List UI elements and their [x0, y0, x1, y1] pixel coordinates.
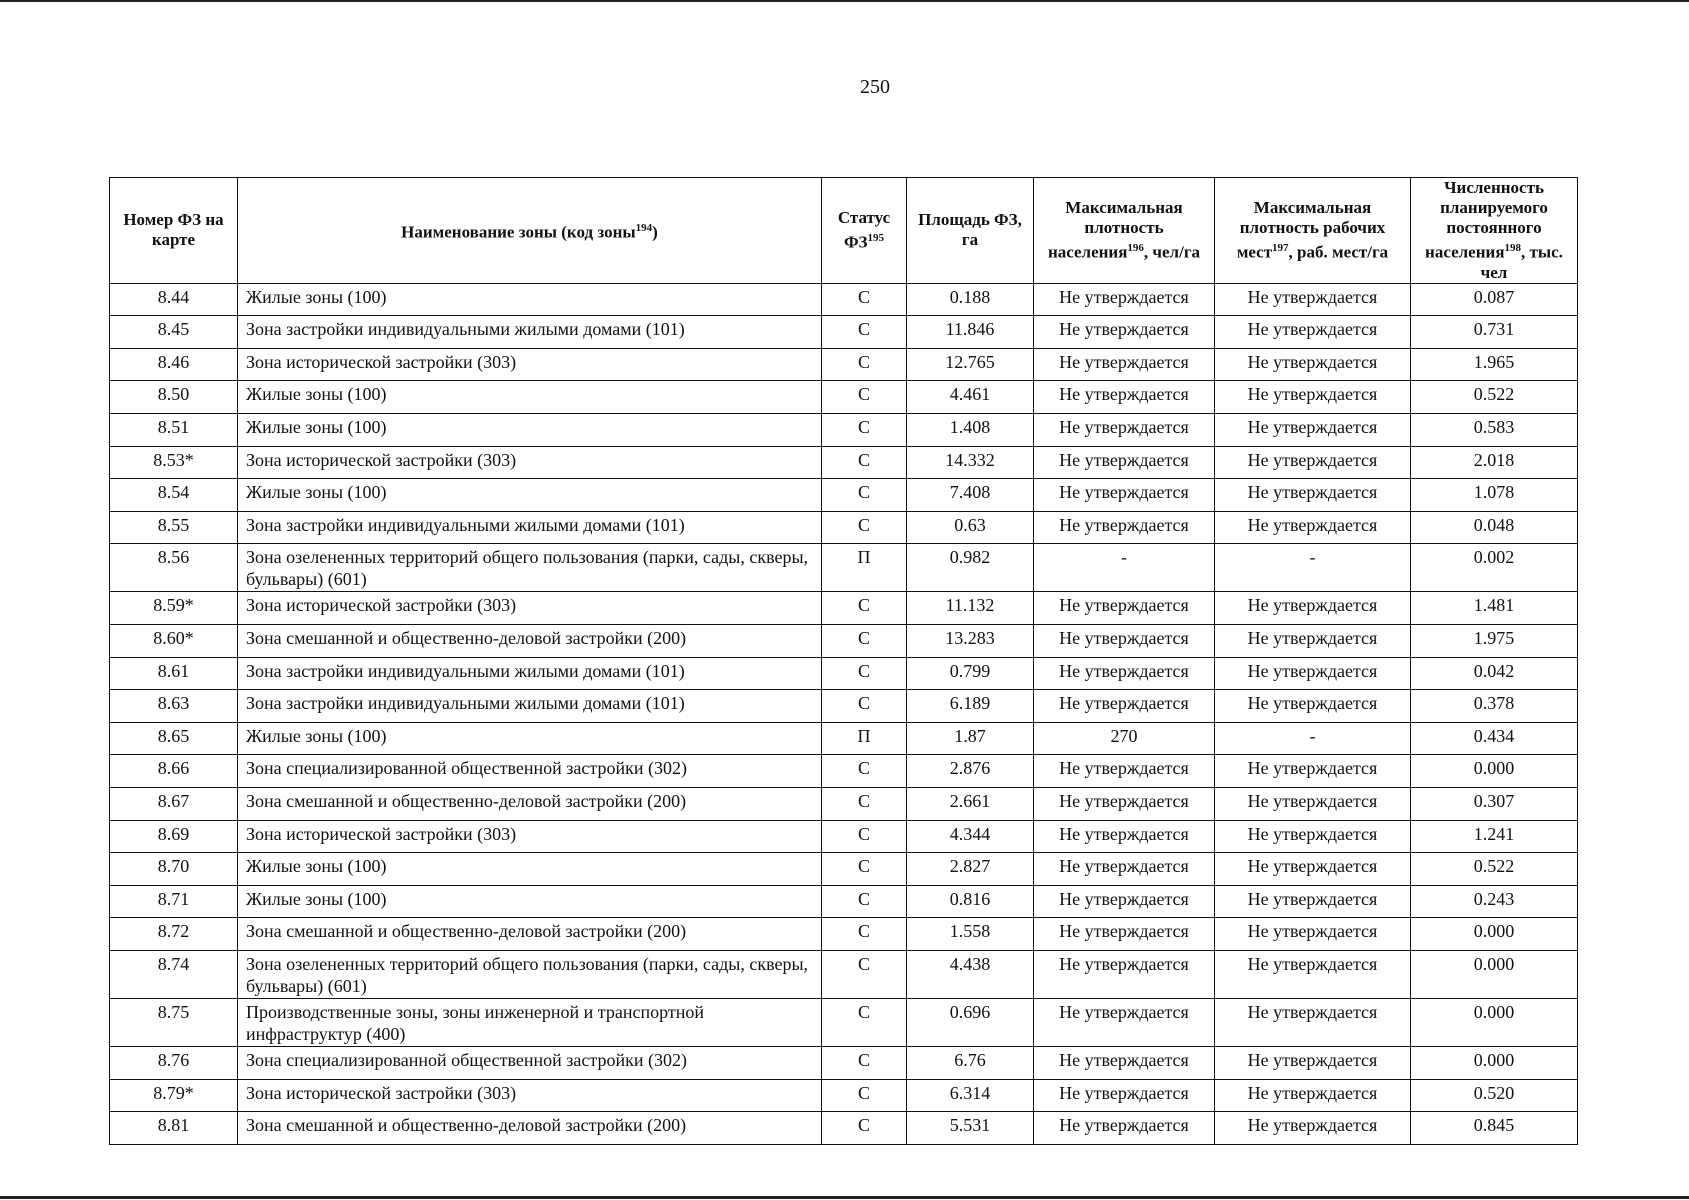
cell-zone-name: Зона застройки индивидуальными жилыми домами (101)	[238, 690, 822, 723]
cell-area: 1.87	[907, 722, 1034, 755]
cell-population-density: Не утверждается	[1034, 918, 1215, 951]
cell-area: 2.876	[907, 755, 1034, 788]
cell-job-density: Не утверждается	[1215, 820, 1411, 853]
cell-population-density: Не утверждается	[1034, 853, 1215, 886]
header-zone-name: Наименование зоны (код зоны$^{194}$)	[238, 178, 822, 284]
table-row	[110, 1079, 1578, 1112]
cell-zone-number: 8.53*	[110, 446, 238, 479]
cell-planned-population: 1.078	[1411, 479, 1578, 512]
cell-population-density: Не утверждается	[1034, 787, 1215, 820]
cell-zone-name: Жилые зоны (100)	[238, 722, 822, 755]
cell-job-density: Не утверждается	[1215, 1046, 1411, 1079]
cell-zone-number: 8.66	[110, 755, 238, 788]
cell-zone-number: 8.76	[110, 1046, 238, 1079]
table-row	[110, 511, 1578, 544]
cell-area: 6.76	[907, 1046, 1034, 1079]
cell-area: 4.461	[907, 381, 1034, 414]
table-row	[110, 950, 1578, 998]
cell-job-density: Не утверждается	[1215, 998, 1411, 1046]
cell-status: С	[822, 657, 907, 690]
cell-area: 13.283	[907, 625, 1034, 658]
cell-zone-name: Зона исторической застройки (303)	[238, 592, 822, 625]
cell-zone-name: Зона смешанной и общественно-деловой застройки (200)	[238, 787, 822, 820]
cell-job-density: Не утверждается	[1215, 657, 1411, 690]
table-row	[110, 918, 1578, 951]
cell-status: П	[822, 722, 907, 755]
cell-planned-population: 0.087	[1411, 283, 1578, 316]
cell-zone-name: Жилые зоны (100)	[238, 885, 822, 918]
cell-planned-population: 0.042	[1411, 657, 1578, 690]
cell-zone-number: 8.46	[110, 348, 238, 381]
cell-zone-name: Зона смешанной и общественно-деловой застройки (200)	[238, 625, 822, 658]
cell-status: С	[822, 755, 907, 788]
cell-planned-population: 0.307	[1411, 787, 1578, 820]
cell-population-density: Не утверждается	[1034, 820, 1215, 853]
cell-status: С	[822, 950, 907, 998]
cell-zone-name: Зона смешанной и общественно-деловой застройки (200)	[238, 918, 822, 951]
cell-area: 4.344	[907, 820, 1034, 853]
cell-job-density: Не утверждается	[1215, 853, 1411, 886]
cell-status: С	[822, 381, 907, 414]
header-planned-population: Численность планируемого постоянного населения$^{198}$, тыс. чел	[1411, 178, 1578, 284]
cell-job-density: Не утверждается	[1215, 1079, 1411, 1112]
table-row	[110, 414, 1578, 447]
cell-status: С	[822, 446, 907, 479]
cell-job-density: Не утверждается	[1215, 592, 1411, 625]
cell-planned-population: 0.048	[1411, 511, 1578, 544]
cell-planned-population: 0.731	[1411, 316, 1578, 349]
cell-job-density: Не утверждается	[1215, 348, 1411, 381]
cell-area: 0.188	[907, 283, 1034, 316]
cell-job-density: -	[1215, 722, 1411, 755]
cell-status: С	[822, 283, 907, 316]
cell-population-density: Не утверждается	[1034, 885, 1215, 918]
cell-population-density: Не утверждается	[1034, 625, 1215, 658]
cell-zone-name: Жилые зоны (100)	[238, 414, 822, 447]
cell-zone-number: 8.54	[110, 479, 238, 512]
cell-planned-population: 1.965	[1411, 348, 1578, 381]
cell-zone-name: Зона исторической застройки (303)	[238, 1079, 822, 1112]
cell-planned-population: 0.243	[1411, 885, 1578, 918]
cell-area: 1.408	[907, 414, 1034, 447]
cell-planned-population: 2.018	[1411, 446, 1578, 479]
cell-status: С	[822, 690, 907, 723]
cell-status: С	[822, 511, 907, 544]
cell-status: С	[822, 918, 907, 951]
cell-zone-name: Жилые зоны (100)	[238, 479, 822, 512]
table-row	[110, 544, 1578, 592]
cell-zone-name: Зона застройки индивидуальными жилыми домами (101)	[238, 316, 822, 349]
cell-zone-name: Зона специализированной общественной застройки (302)	[238, 1046, 822, 1079]
cell-status: С	[822, 479, 907, 512]
cell-area: 6.314	[907, 1079, 1034, 1112]
cell-area: 2.827	[907, 853, 1034, 886]
cell-job-density: Не утверждается	[1215, 414, 1411, 447]
cell-population-density: Не утверждается	[1034, 316, 1215, 349]
cell-zone-name: Зона смешанной и общественно-деловой застройки (200)	[238, 1112, 822, 1145]
cell-zone-number: 8.51	[110, 414, 238, 447]
cell-zone-name: Зона специализированной общественной застройки (302)	[238, 755, 822, 788]
header-area: Площадь ФЗ, га	[907, 178, 1034, 284]
cell-planned-population: 0.000	[1411, 755, 1578, 788]
cell-zone-number: 8.69	[110, 820, 238, 853]
table-row	[110, 820, 1578, 853]
cell-zone-number: 8.71	[110, 885, 238, 918]
cell-population-density: Не утверждается	[1034, 479, 1215, 512]
cell-population-density: Не утверждается	[1034, 592, 1215, 625]
cell-status: С	[822, 592, 907, 625]
cell-population-density: Не утверждается	[1034, 755, 1215, 788]
cell-planned-population: 0.522	[1411, 853, 1578, 886]
cell-zone-number: 8.60*	[110, 625, 238, 658]
cell-area: 4.438	[907, 950, 1034, 998]
cell-status: С	[822, 1046, 907, 1079]
header-population-density: Максимальная плотность населения$^{196}$, чел/га	[1034, 178, 1215, 284]
cell-area: 0.696	[907, 998, 1034, 1046]
cell-population-density: Не утверждается	[1034, 1046, 1215, 1079]
cell-population-density: Не утверждается	[1034, 283, 1215, 316]
cell-planned-population: 0.000	[1411, 998, 1578, 1046]
table-row	[110, 592, 1578, 625]
cell-zone-number: 8.61	[110, 657, 238, 690]
cell-job-density: Не утверждается	[1215, 755, 1411, 788]
cell-job-density: Не утверждается	[1215, 885, 1411, 918]
cell-status: С	[822, 885, 907, 918]
cell-status: С	[822, 787, 907, 820]
cell-area: 0.982	[907, 544, 1034, 592]
cell-status: С	[822, 1112, 907, 1145]
cell-planned-population: 0.000	[1411, 1046, 1578, 1079]
cell-population-density: Не утверждается	[1034, 1112, 1215, 1145]
cell-zone-number: 8.67	[110, 787, 238, 820]
cell-population-density: Не утверждается	[1034, 998, 1215, 1046]
cell-zone-number: 8.81	[110, 1112, 238, 1145]
cell-status: С	[822, 1079, 907, 1112]
cell-zone-name: Зона исторической застройки (303)	[238, 446, 822, 479]
cell-job-density: Не утверждается	[1215, 918, 1411, 951]
cell-area: 11.132	[907, 592, 1034, 625]
table-row	[110, 657, 1578, 690]
cell-zone-number: 8.75	[110, 998, 238, 1046]
table-row	[110, 755, 1578, 788]
page-bottom-edge	[0, 1196, 1689, 1199]
cell-area: 0.799	[907, 657, 1034, 690]
cell-population-density: Не утверждается	[1034, 657, 1215, 690]
cell-population-density: 270	[1034, 722, 1215, 755]
header-status: Статус ФЗ$^{195}$	[822, 178, 907, 284]
table-row	[110, 998, 1578, 1046]
cell-planned-population: 0.520	[1411, 1079, 1578, 1112]
cell-planned-population: 0.583	[1411, 414, 1578, 447]
cell-zone-name: Зона озелененных территорий общего пользования (парки, сады, скверы, бульвары) (601)	[238, 950, 822, 998]
table-row	[110, 625, 1578, 658]
cell-zone-number: 8.63	[110, 690, 238, 723]
zones-table-body	[110, 283, 1578, 1144]
table-row	[110, 348, 1578, 381]
cell-population-density: Не утверждается	[1034, 690, 1215, 723]
cell-job-density: Не утверждается	[1215, 381, 1411, 414]
cell-planned-population: 0.522	[1411, 381, 1578, 414]
cell-zone-number: 8.59*	[110, 592, 238, 625]
cell-area: 0.816	[907, 885, 1034, 918]
cell-planned-population: 1.481	[1411, 592, 1578, 625]
table-row	[110, 853, 1578, 886]
cell-zone-name: Зона исторической застройки (303)	[238, 820, 822, 853]
cell-population-density: Не утверждается	[1034, 1079, 1215, 1112]
cell-area: 0.63	[907, 511, 1034, 544]
cell-zone-number: 8.79*	[110, 1079, 238, 1112]
cell-job-density: Не утверждается	[1215, 283, 1411, 316]
cell-status: П	[822, 544, 907, 592]
table-row	[110, 316, 1578, 349]
cell-zone-name: Зона озелененных территорий общего пользования (парки, сады, скверы, бульвары) (601)	[238, 544, 822, 592]
header-zone-number: Номер ФЗ на карте	[110, 178, 238, 284]
cell-planned-population: 0.000	[1411, 918, 1578, 951]
cell-planned-population: 0.002	[1411, 544, 1578, 592]
cell-job-density: -	[1215, 544, 1411, 592]
cell-zone-number: 8.50	[110, 381, 238, 414]
zones-table	[109, 177, 1578, 1145]
cell-job-density: Не утверждается	[1215, 479, 1411, 512]
cell-job-density: Не утверждается	[1215, 511, 1411, 544]
table-row	[110, 885, 1578, 918]
cell-zone-number: 8.56	[110, 544, 238, 592]
cell-zone-number: 8.44	[110, 283, 238, 316]
cell-job-density: Не утверждается	[1215, 446, 1411, 479]
cell-population-density: Не утверждается	[1034, 414, 1215, 447]
table-row	[110, 381, 1578, 414]
cell-area: 2.661	[907, 787, 1034, 820]
table-header-row	[110, 178, 1578, 284]
cell-zone-number: 8.74	[110, 950, 238, 998]
cell-planned-population: 0.434	[1411, 722, 1578, 755]
header-job-density: Максимальная плотность рабочих мест$^{197}$, раб. мест/га	[1215, 178, 1411, 284]
cell-status: С	[822, 998, 907, 1046]
cell-status: С	[822, 414, 907, 447]
cell-job-density: Не утверждается	[1215, 1112, 1411, 1145]
cell-planned-population: 0.378	[1411, 690, 1578, 723]
cell-job-density: Не утверждается	[1215, 316, 1411, 349]
cell-job-density: Не утверждается	[1215, 787, 1411, 820]
cell-zone-number: 8.72	[110, 918, 238, 951]
cell-status: С	[822, 348, 907, 381]
table-row	[110, 446, 1578, 479]
cell-status: С	[822, 853, 907, 886]
cell-population-density: Не утверждается	[1034, 446, 1215, 479]
cell-status: С	[822, 820, 907, 853]
cell-area: 6.189	[907, 690, 1034, 723]
cell-zone-name: Зона застройки индивидуальными жилыми домами (101)	[238, 657, 822, 690]
cell-planned-population: 0.845	[1411, 1112, 1578, 1145]
cell-planned-population: 1.975	[1411, 625, 1578, 658]
cell-planned-population: 0.000	[1411, 950, 1578, 998]
cell-population-density: Не утверждается	[1034, 381, 1215, 414]
table-row	[110, 1112, 1578, 1145]
page-top-edge	[0, 0, 1689, 2]
table-row	[110, 787, 1578, 820]
cell-job-density: Не утверждается	[1215, 950, 1411, 998]
cell-zone-number: 8.70	[110, 853, 238, 886]
cell-zone-number: 8.45	[110, 316, 238, 349]
cell-area: 12.765	[907, 348, 1034, 381]
cell-population-density: Не утверждается	[1034, 950, 1215, 998]
cell-population-density: Не утверждается	[1034, 511, 1215, 544]
cell-zone-name: Жилые зоны (100)	[238, 853, 822, 886]
cell-population-density: -	[1034, 544, 1215, 592]
table-row	[110, 479, 1578, 512]
cell-area: 5.531	[907, 1112, 1034, 1145]
cell-planned-population: 1.241	[1411, 820, 1578, 853]
cell-status: С	[822, 625, 907, 658]
cell-zone-name: Зона застройки индивидуальными жилыми домами (101)	[238, 511, 822, 544]
cell-status: С	[822, 316, 907, 349]
cell-area: 1.558	[907, 918, 1034, 951]
table-row	[110, 690, 1578, 723]
cell-zone-name: Жилые зоны (100)	[238, 381, 822, 414]
table-row	[110, 1046, 1578, 1079]
cell-area: 7.408	[907, 479, 1034, 512]
table-row	[110, 722, 1578, 755]
cell-zone-name: Производственные зоны, зоны инженерной и транспортной инфраструктур (400)	[238, 998, 822, 1046]
cell-area: 11.846	[907, 316, 1034, 349]
cell-job-density: Не утверждается	[1215, 625, 1411, 658]
page-number: 250	[860, 76, 890, 98]
cell-zone-number: 8.65	[110, 722, 238, 755]
cell-job-density: Не утверждается	[1215, 690, 1411, 723]
cell-zone-name: Зона исторической застройки (303)	[238, 348, 822, 381]
cell-area: 14.332	[907, 446, 1034, 479]
cell-zone-name: Жилые зоны (100)	[238, 283, 822, 316]
cell-zone-number: 8.55	[110, 511, 238, 544]
cell-population-density: Не утверждается	[1034, 348, 1215, 381]
table-row	[110, 283, 1578, 316]
